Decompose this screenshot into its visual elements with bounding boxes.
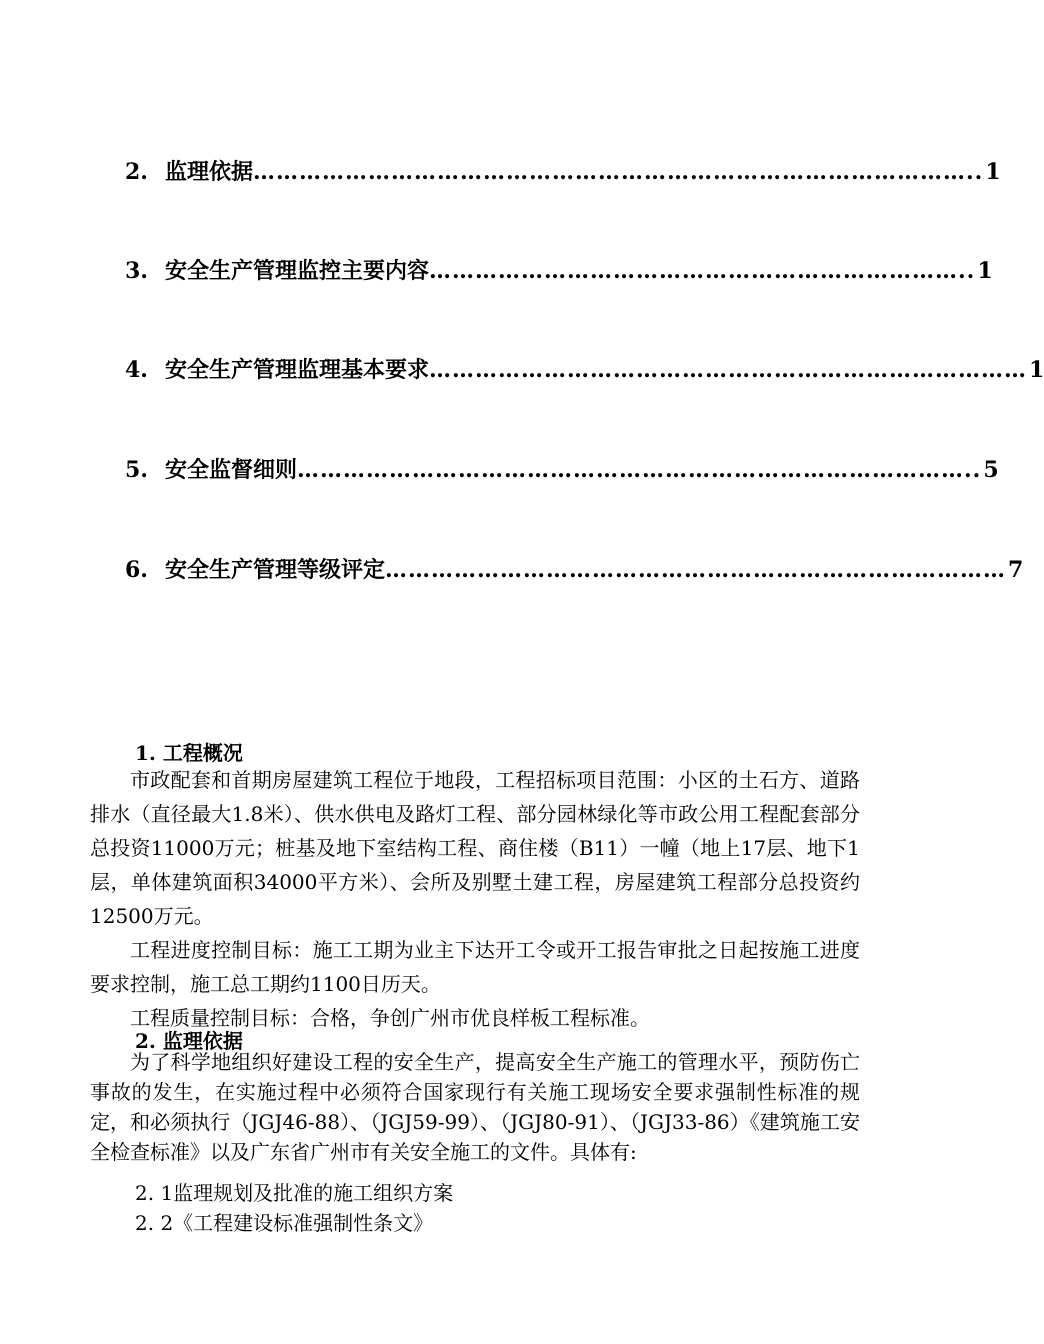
toc-title: 安全生产管理监控主要内容 — [165, 258, 430, 284]
toc-entry-5[interactable] — [125, 453, 999, 493]
section-overview-body — [90, 763, 860, 1035]
toc-leader: …………………………………………………………….. — [429, 258, 976, 284]
toc-number: 2. — [125, 159, 148, 185]
toc-number: 4. — [125, 357, 148, 383]
section-basis-body — [90, 1047, 860, 1167]
toc-page-number: 1 — [977, 258, 993, 284]
toc-page-number: 5 — [983, 457, 999, 483]
list-item: 2. 1监理规划及批准的施工组织方案 — [135, 1181, 454, 1205]
toc-number: 5. — [125, 457, 148, 483]
toc-leader: …………………………………………………………………… — [429, 357, 1028, 383]
toc-entry-3[interactable] — [125, 254, 993, 294]
section-heading-basis: 2. 监理依据 — [135, 1029, 243, 1053]
toc-entry-6[interactable] — [125, 553, 1024, 593]
toc-leader: ………………………………………………………………………………….. — [253, 159, 984, 185]
toc-number: 3. — [125, 258, 148, 284]
toc-page-number: 1 — [1029, 357, 1044, 383]
toc-title: 安全生产管理等级评定 — [165, 557, 386, 583]
toc-title: 安全监督细则 — [165, 457, 298, 483]
list-item: 2. 2《工程建设标准强制性条文》 — [135, 1211, 434, 1235]
section-heading-overview: 1. 工程概况 — [135, 741, 243, 765]
paragraph: 工程进度控制目标：施工工期为业主下达开工令或开工报告审批之日起按施工进度要求控制，施工总工期约1100日历天。 — [90, 938, 860, 996]
toc-page-number: 7 — [1008, 557, 1024, 583]
paragraph: 市政配套和首期房屋建筑工程位于地段，工程招标项目范围：小区的土石方、道路排水（直径最大1.8米）、供水供电及路灯工程、部分园林绿化等市政公用工程配套部分总投资11000万元；桩基及地下室结构工程、商住楼（B11）一幢（地上17层、地下1层，单体建筑面积34000平方米）、会所及别墅土建工程，房屋建筑工程部分总投资约12500万元。 — [90, 768, 860, 928]
toc-title: 监理依据 — [165, 159, 254, 185]
paragraph: 工程质量控制目标：合格，争创广州市优良样板工程标准。 — [130, 1006, 650, 1030]
toc-entry-4[interactable] — [125, 353, 1044, 393]
paragraph: 为了科学地组织好建设工程的安全生产，提高安全生产施工的管理水平，预防伤亡事故的发生，在实施过程中必须符合国家现行有关施工现场安全要求强制性标准的规定，和必须执行（JGJ46-88）、（JGJ59-99）、（JGJ80-91）、（JGJ33-86）《建筑施工安全检查标准》以及广东省广州市有关安全施工的文件。具体有: — [90, 1050, 860, 1164]
toc-leader: ……………………………………………………………………… — [385, 557, 1007, 583]
toc-number: 6. — [125, 557, 148, 583]
toc-entry-2[interactable] — [125, 155, 1001, 195]
toc-leader: …………………………………………………………………………….. — [297, 457, 982, 483]
toc-title: 安全生产管理监理基本要求 — [165, 357, 430, 383]
toc-page-number: 1 — [985, 159, 1001, 185]
